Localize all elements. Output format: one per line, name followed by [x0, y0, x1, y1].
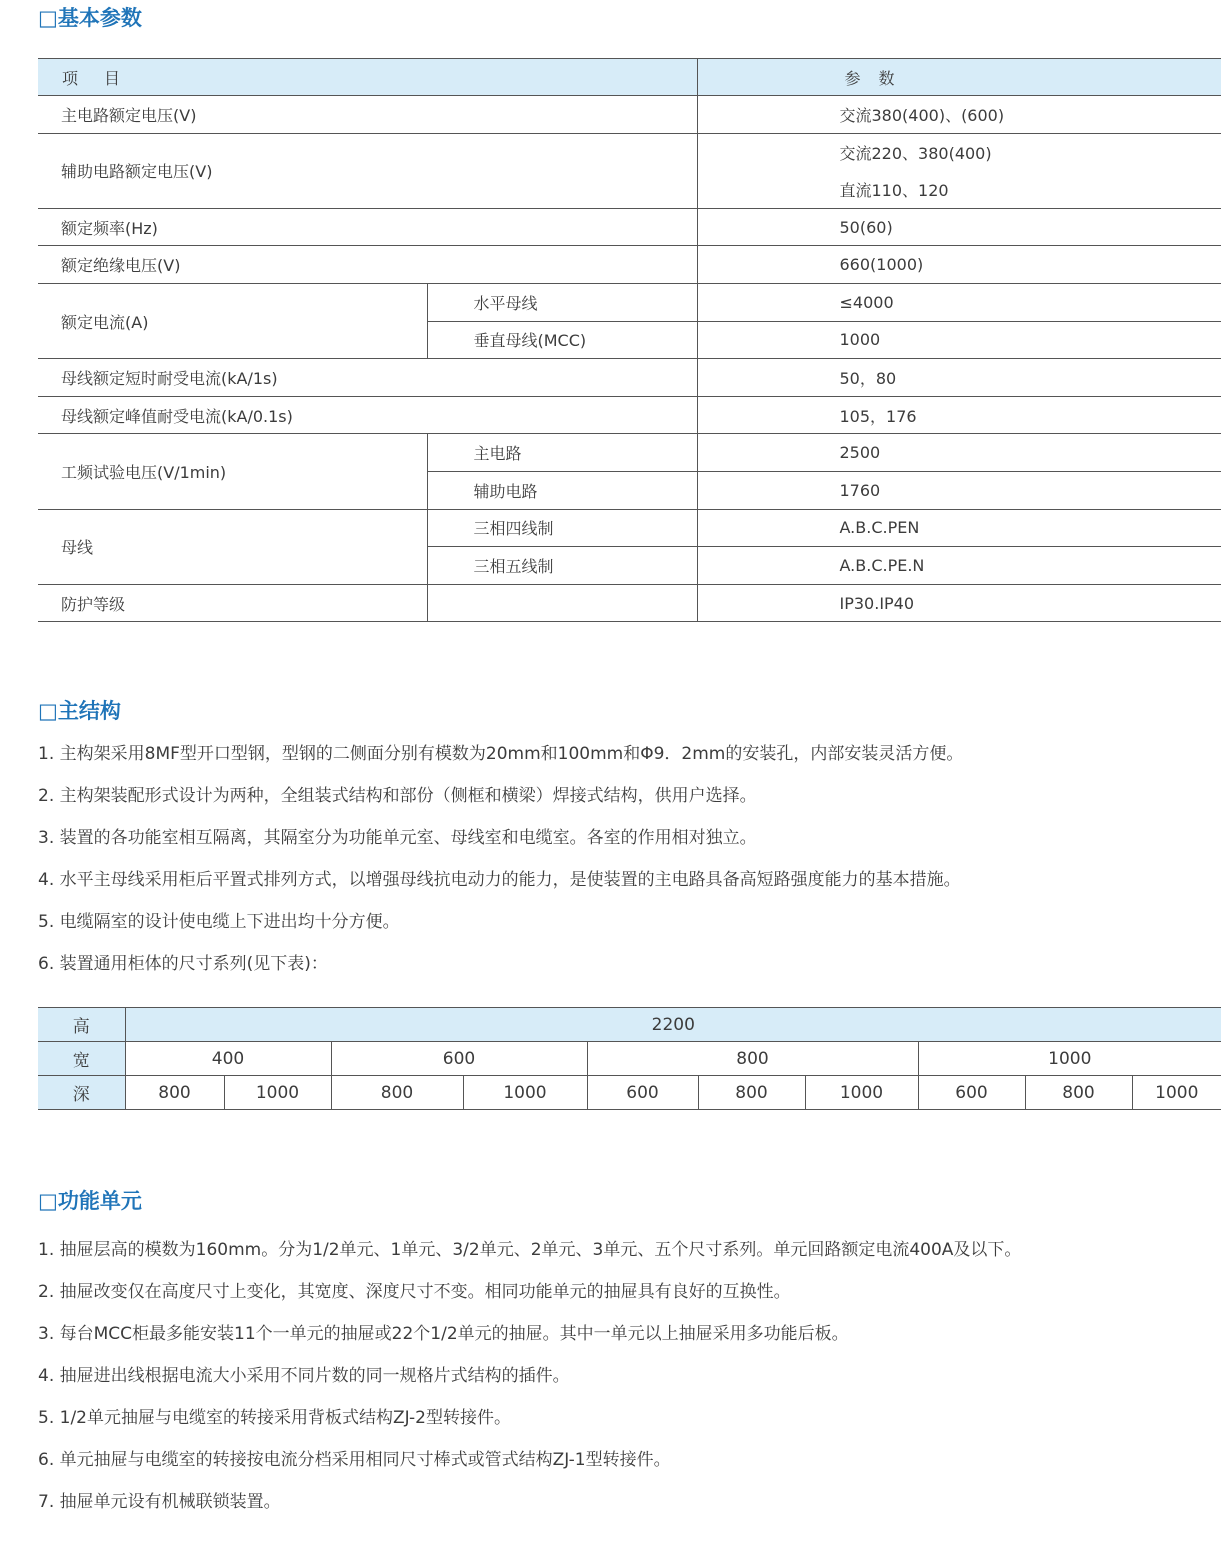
depth-label: 深	[38, 1076, 125, 1110]
param-sublabel: 三相五线制	[427, 547, 697, 585]
table-row	[38, 1008, 1221, 1042]
table-row	[38, 396, 1221, 434]
width-value: 1000	[918, 1042, 1221, 1076]
table-row	[38, 509, 1221, 547]
list-item: 7. 抽屉单元设有机械联锁装置。	[38, 1492, 281, 1512]
param-sublabel: 辅助电路	[427, 471, 697, 509]
section-title-main-structure	[38, 698, 121, 724]
checkbox-icon: □	[38, 6, 58, 30]
depth-value: 1000	[1132, 1076, 1221, 1110]
depth-value: 800	[1025, 1076, 1132, 1110]
table-row	[38, 208, 1221, 246]
list-item: 3. 装置的各功能室相互隔离，其隔室分为功能单元室、母线室和电缆室。各室的作用相对独立。	[38, 828, 757, 848]
list-item: 4. 水平主母线采用柜后平置式排列方式，以增强母线抗电动力的能力，是使装置的主电路具备高短路强度能力的基本措施。	[38, 870, 961, 890]
header-item: 项 目	[38, 59, 697, 96]
height-value: 2200	[125, 1008, 1221, 1042]
height-label: 高	[38, 1008, 125, 1042]
section-title-text: 主结构	[57, 699, 121, 723]
width-label: 宽	[38, 1042, 125, 1076]
param-value: 1760	[697, 471, 1221, 509]
param-value: 直流110、120	[697, 171, 1221, 209]
depth-value: 600	[918, 1076, 1025, 1110]
param-value: A.B.C.PE.N	[697, 547, 1221, 585]
section-title-text: 功能单元	[57, 1189, 142, 1213]
param-label: 工频试验电压(V/1min)	[38, 434, 427, 509]
checkbox-icon: □	[38, 1189, 58, 1213]
param-value: ≤4000	[697, 283, 1221, 321]
list-item: 5. 1/2单元抽屉与电缆室的转接采用背板式结构ZJ-2型转接件。	[38, 1408, 511, 1428]
depth-value: 1000	[224, 1076, 331, 1110]
param-value: 1000	[697, 321, 1221, 359]
param-label: 母线额定短时耐受电流(kA/1s)	[38, 359, 697, 397]
depth-value: 800	[125, 1076, 224, 1110]
table-row	[38, 133, 1221, 171]
list-item: 3. 每台MCC柜最多能安装11个一单元的抽屉或22个1/2单元的抽屉。其中一单元以上抽屉采用多功能后板。	[38, 1324, 849, 1344]
param-sublabel: 三相四线制	[427, 509, 697, 547]
table-row	[38, 434, 1221, 472]
param-value: A.B.C.PEN	[697, 509, 1221, 547]
param-value: 50，80	[697, 359, 1221, 397]
table-row	[38, 246, 1221, 284]
param-sublabel: 主电路	[427, 434, 697, 472]
structure-list	[38, 733, 963, 985]
depth-value: 800	[331, 1076, 463, 1110]
param-value: 50(60)	[697, 208, 1221, 246]
param-value: 2500	[697, 434, 1221, 472]
param-value: 105，176	[697, 396, 1221, 434]
param-value: 660(1000)	[697, 246, 1221, 284]
list-item: 4. 抽屉进出线根据电流大小采用不同片数的同一规格片式结构的插件。	[38, 1366, 570, 1386]
function-unit-list	[38, 1229, 1021, 1523]
param-sublabel: 垂直母线(MCC)	[427, 321, 697, 359]
list-item: 5. 电缆隔室的设计使电缆上下进出均十分方便。	[38, 912, 400, 932]
table-row	[38, 96, 1221, 134]
table-row	[38, 584, 1221, 622]
table-row	[38, 1042, 1221, 1076]
section-title-function-unit	[38, 1188, 142, 1214]
checkbox-icon: □	[38, 699, 58, 723]
param-label: 母线额定峰值耐受电流(kA/0.1s)	[38, 396, 697, 434]
param-label: 额定频率(Hz)	[38, 208, 697, 246]
depth-value: 600	[587, 1076, 698, 1110]
table-row	[38, 1076, 1221, 1110]
width-value: 400	[125, 1042, 331, 1076]
param-label: 主电路额定电压(V)	[38, 96, 697, 134]
list-item: 1. 主构架采用8MF型开口型钢，型钢的二侧面分别有模数为20mm和100mm和Φ9．2mm的安装孔，内部安装灵活方便。	[38, 744, 964, 764]
param-label: 辅助电路额定电压(V)	[38, 133, 697, 208]
param-sublabel	[427, 584, 697, 622]
depth-value: 800	[698, 1076, 805, 1110]
section-title-basic-params	[38, 5, 142, 31]
list-item: 2. 抽屉改变仅在高度尺寸上变化，其宽度、深度尺寸不变。相同功能单元的抽屉具有良好的互换性。	[38, 1282, 791, 1302]
param-label: 额定绝缘电压(V)	[38, 246, 697, 284]
table-row	[38, 283, 1221, 321]
list-item: 2. 主构架装配形式设计为两种，全组装式结构和部份（侧框和横梁）焊接式结构，供用户选择。	[38, 786, 757, 806]
param-value: IP30.IP40	[697, 584, 1221, 622]
header-value: 参 数	[697, 59, 1221, 96]
depth-value: 1000	[463, 1076, 587, 1110]
depth-value: 1000	[805, 1076, 918, 1110]
width-value: 600	[331, 1042, 587, 1076]
param-value: 交流220、380(400)	[697, 133, 1221, 171]
table-row	[38, 359, 1221, 397]
param-label: 额定电流(A)	[38, 283, 427, 358]
param-label: 母线	[38, 509, 427, 584]
param-value: 交流380(400)、(600)	[697, 96, 1221, 134]
width-value: 800	[587, 1042, 918, 1076]
parameters-table	[38, 58, 1221, 622]
cabinet-size-table	[38, 1007, 1221, 1110]
param-label: 防护等级	[61, 594, 126, 614]
list-item: 6. 装置通用柜体的尺寸系列(见下表)：	[38, 954, 328, 974]
section-title-text: 基本参数	[57, 6, 142, 30]
param-sublabel: 水平母线	[427, 283, 697, 321]
list-item: 1. 抽屉层高的模数为160mm。分为1/2单元、1单元、3/2单元、2单元、3单元、五个尺寸系列。单元回路额定电流400A及以下。	[38, 1240, 1022, 1260]
list-item: 6. 单元抽屉与电缆室的转接按电流分档采用相同尺寸棒式或管式结构ZJ-1型转接件。	[38, 1450, 671, 1470]
